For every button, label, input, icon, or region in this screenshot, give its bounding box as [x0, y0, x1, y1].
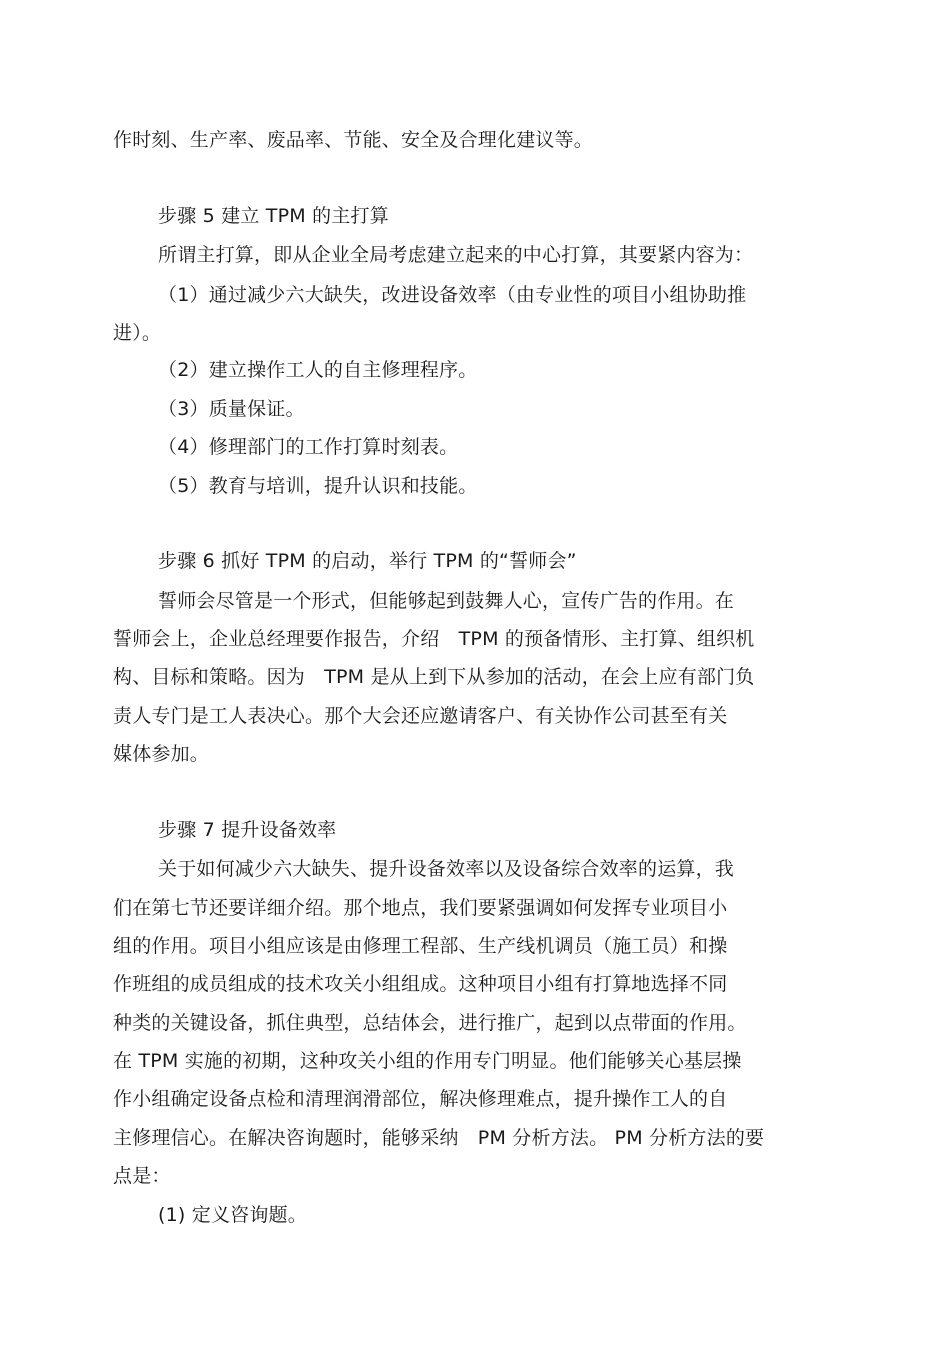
step-heading: 步骤 5 建立 TPM 的主打算	[158, 205, 389, 227]
paragraph-line: 责人专门是工人表决心。那个大会还应邀请客户、有关协作公司甚至有关	[113, 705, 728, 727]
paragraph-line: 关于如何减少六大缺失、提升设备效率以及设备综合效率的运算，我	[158, 858, 735, 880]
paragraph-line: 们在第七节还要详细介绍。那个地点，我们要紧强调如何发挥专业项目小	[113, 897, 728, 919]
paragraph-line: 构、目标和策略。因为 TPM 是从上到下从参加的活动，在会上应有部门负	[113, 666, 755, 688]
paragraph-line: 作小组确定设备点检和清理润滑部位，解决修理难点，提升操作工人的自	[113, 1088, 728, 1110]
paragraph-line: 点是：	[113, 1165, 171, 1187]
paragraph-line: 誓师会尽管是一个形式，但能够起到鼓舞人心，宣传广告的作用。在	[158, 590, 735, 612]
list-item: （2）建立操作工人的自主修理程序。	[158, 359, 478, 381]
list-item: （1）通过减少六大缺失，改进设备效率（由专业性的项目小组协助推	[158, 284, 747, 306]
paragraph-line: 誓师会上，企业总经理要作报告，介绍 TPM 的预备情形、主打算、组织机	[113, 628, 755, 650]
paragraph-line: 作时刻、生产率、废品率、节能、安全及合理化建议等。	[113, 129, 594, 151]
paragraph-line: 所谓主打算，即从企业全局考虑建立起来的中心打算，其要紧内容为：	[158, 244, 754, 266]
paragraph-line: 种类的关键设备，抓住典型，总结体会，进行推广，起到以点带面的作用。	[113, 1012, 747, 1034]
step-heading: 步骤 7 提升设备效率	[158, 819, 337, 841]
paragraph-line: 在 TPM 实施的初期，这种攻关小组的作用专门明显。他们能够关心基层操	[113, 1050, 742, 1072]
paragraph-line: 组的作用。项目小组应该是由修理工程部、生产线机调员（施工员）和操	[113, 935, 728, 957]
list-item: （4）修理部门的工作打算时刻表。	[158, 436, 459, 458]
paragraph-line: 媒体参加。	[113, 743, 210, 765]
step-heading: 步骤 6 抓好 TPM 的启动，举行 TPM 的“誓师会”	[158, 550, 577, 572]
paragraph-line: 作班组的成员组成的技术攻关小组组成。这种项目小组有打算地选择不同	[113, 973, 728, 995]
paragraph-line: 进）。	[113, 322, 162, 344]
list-item: （5）教育与培训，提升认识和技能。	[158, 475, 478, 497]
paragraph-line: 主修理信心。在解决咨询题时，能够采纳 PM 分析方法。 PM 分析方法的要	[113, 1127, 765, 1149]
list-item: (1) 定义咨询题。	[158, 1204, 307, 1226]
list-item: （3）质量保证。	[158, 398, 305, 420]
